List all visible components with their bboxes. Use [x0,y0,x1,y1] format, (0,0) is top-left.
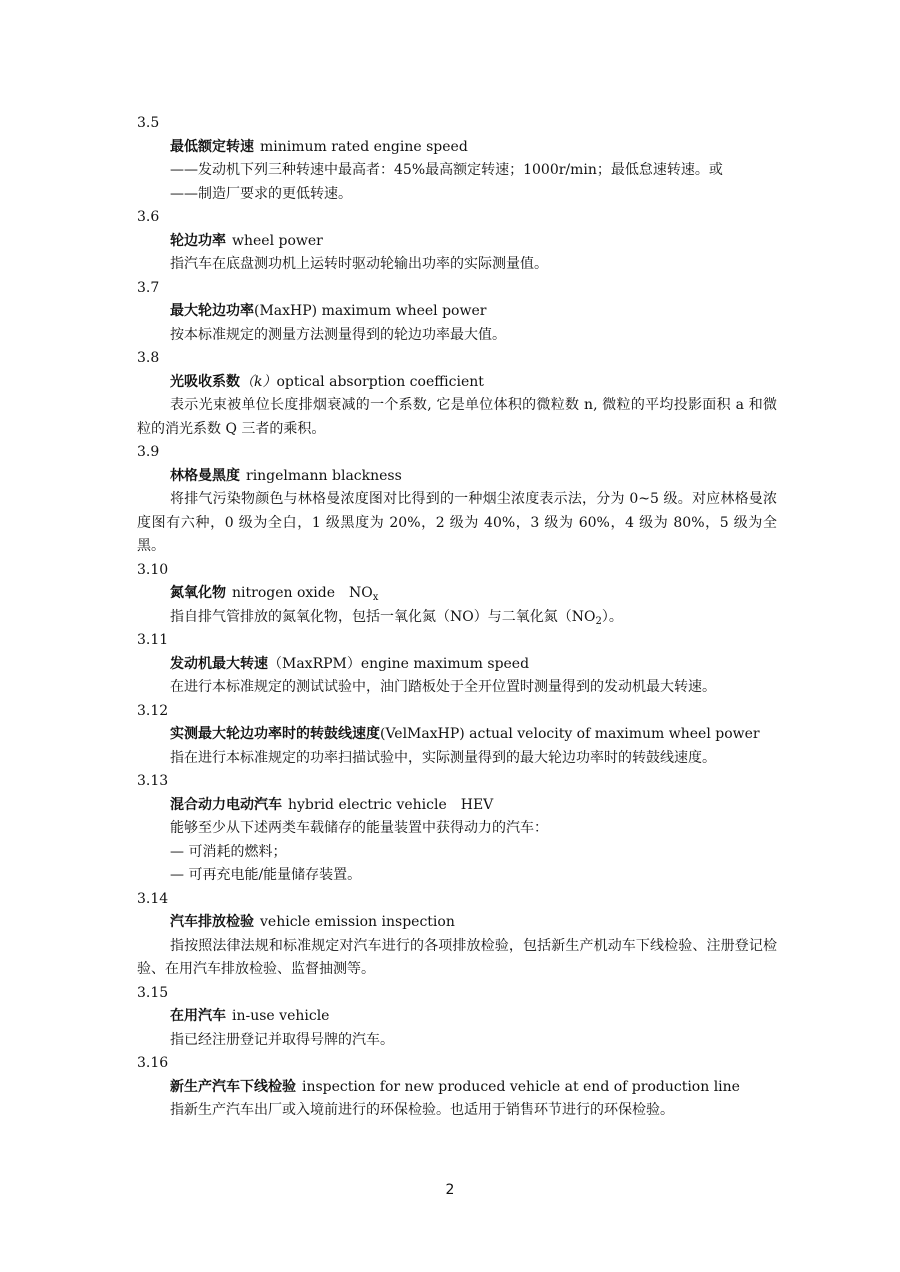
term-abbreviation: HEV [460,796,494,813]
term-definition: 表示光束被单位长度排烟衰减的一个系数, 它是单位体积的微粒数 n, 微粒的平均投影面积 a 和微粒的消光系数 Q 三者的乘积。 [137,397,777,437]
term-heading [137,136,777,160]
term-symbol: （k） [240,373,277,390]
term-english: wheel power [232,232,323,249]
term-chinese: 最大轮边功率 [170,303,254,319]
term-chinese: 在用汽车 [170,1008,226,1024]
definitions-list [137,112,777,1123]
term-english: (VelMaxHP) actual velocity of maximum wheel power [380,726,760,742]
term-english: in-use vehicle [232,1008,330,1024]
term-chinese: 新生产汽车下线检验 [170,1078,296,1095]
clause-number: 3.7 [137,279,160,296]
term-definition: 能够至少从下述两类车载储存的能量装置中获得动力的汽车： [170,820,548,836]
term-english: inspection for new produced vehicle at end of production line [302,1078,740,1095]
clause-number: 3.15 [137,984,169,1001]
term-heading [137,465,777,489]
term-heading [137,723,777,747]
term-definition: 指已经注册登记并取得号牌的汽车。 [170,1031,394,1048]
clause-number: 3.9 [137,444,160,460]
term-chinese: 实测最大轮边功率时的转鼓线速度 [170,726,380,742]
term-definition: 指按照法律法规和标准规定对汽车进行的各项排放检验，包括新生产机动车下线检验、注册登记检验、在用汽车排放检验、监督抽测等。 [137,937,777,977]
term-english: optical absorption coefficient [276,373,484,390]
term-definition [137,606,777,630]
term-heading [137,911,777,935]
clause-number: 3.6 [137,209,160,225]
term-definition: 按本标准规定的测量方法测量得到的轮边功率最大值。 [170,326,506,343]
page-number: 2 [445,1182,455,1198]
term-heading [137,1005,777,1029]
term-definition: 指在进行本标准规定的功率扫描试验中，实际测量得到的最大轮边功率时的转鼓线速度。 [170,749,716,766]
term-definition: 在进行本标准规定的测试试验中，油门踏板处于全开位置时测量得到的发动机最大转速。 [170,679,716,695]
term-heading [137,1076,777,1100]
clause-number: 3.11 [137,632,169,648]
term-chinese: 最低额定转速 [170,138,254,155]
term-definition: 指新生产汽车出厂或入境前进行的环保检验。也适用于销售环节进行的环保检验。 [170,1102,674,1118]
term-chinese: 轮边功率 [170,232,226,249]
term-english: （MaxRPM）engine maximum speed [268,655,530,672]
term-chinese: 林格曼黑度 [170,467,240,484]
clause-number: 3.12 [137,702,169,719]
definition-text: 指自排气管排放的氮氧化物，包括一氧化氮（NO）与二氧化氮（NO [170,608,596,625]
term-heading [137,582,777,606]
term-chinese: 氮氧化物 [170,585,226,601]
clause-number: 3.5 [137,115,160,131]
term-english: vehicle emission inspection [260,914,455,930]
term-chinese: 发动机最大转速 [170,655,268,672]
term-english: minimum rated engine speed [260,138,468,155]
term-definition: ——发动机下列三种转速中最高者：45%最高额定转速；1000r/min；最低怠速转速。或 [170,162,723,178]
term-definition: ——制造厂要求的更低转速。 [170,185,352,202]
list-item: — 可再充电能/能量储存装置。 [170,867,362,883]
term-heading [137,371,777,395]
term-chinese: 混合动力电动汽车 [170,796,282,813]
term-heading [137,300,777,324]
clause-number: 3.13 [137,773,169,789]
term-english: ringelmann blackness [246,467,402,484]
clause-number: 3.14 [137,890,169,907]
term-chinese: 汽车排放检验 [170,914,254,930]
term-english: hybrid electric vehicle [288,796,447,813]
definition-subscript: 2 [595,615,602,627]
term-abbreviation: NO [349,585,373,601]
list-item: — 可消耗的燃料； [170,843,287,860]
clause-number: 3.8 [137,350,160,366]
term-heading [137,230,777,254]
term-chinese: 光吸收系数 [170,373,240,390]
abbreviation-subscript: x [372,592,379,603]
clause-number: 3.10 [137,561,169,578]
term-definition: 指汽车在底盘测功机上运转时驱动轮输出功率的实际测量值。 [170,256,548,272]
term-heading [137,653,777,677]
term-heading [137,794,777,818]
clause-number: 3.16 [137,1055,169,1071]
term-english: nitrogen oxide [232,585,336,601]
term-english: (MaxHP) maximum wheel power [254,303,487,319]
term-definition: 将排气污染物颜色与林格曼浓度图对比得到的一种烟尘浓度表示法，分为 0~5 级。对应林格曼浓度图有六种，0 级为全白，1 级黑度为 20%，2 级为 40%，3 级为 60%，4 级为 80%，5 级为全黑。 [137,491,777,554]
definition-text-end: ）。 [601,608,623,625]
